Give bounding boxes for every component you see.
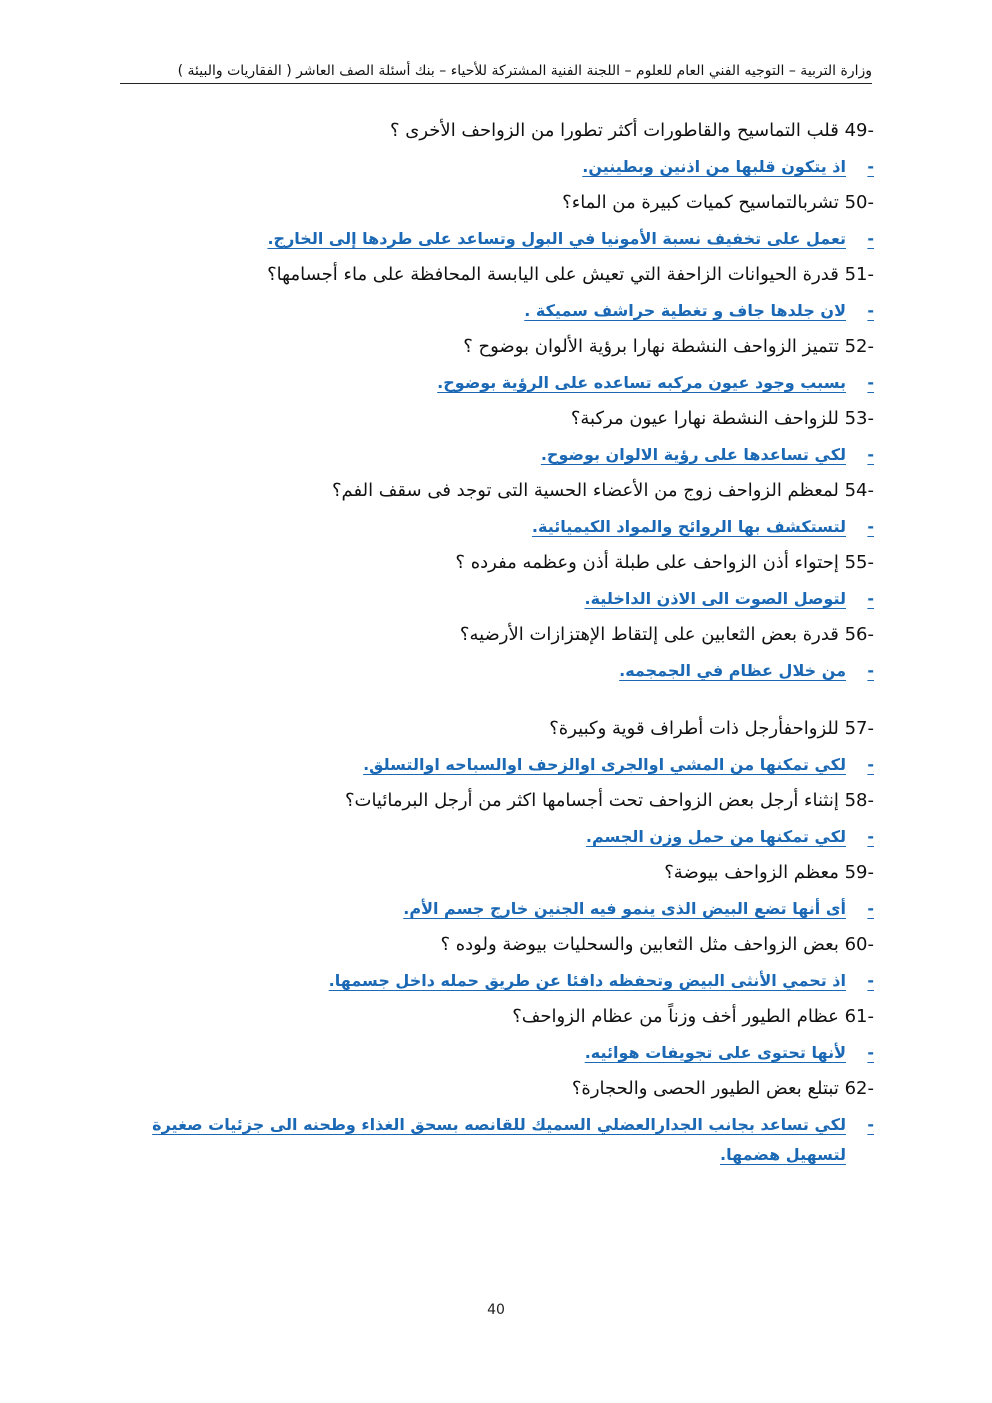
answer-57	[114, 747, 874, 783]
question-text: قدرة بعض الثعابين على إلتقاط الإهتزازات الأرضيه؟	[459, 624, 845, 645]
qa-list	[114, 113, 874, 1170]
question-57	[114, 711, 874, 747]
question-number: 60-	[844, 934, 874, 955]
question-text: إنثناء أرجل بعض الزواحف تحت أجسامها اكثر من أرجل البرمائيات؟	[344, 790, 845, 811]
answer-59	[114, 891, 874, 927]
answer-58	[114, 819, 874, 855]
question-53	[114, 401, 874, 437]
question-number: 58-	[844, 790, 874, 811]
question-text: إحتواء أذن الزواحف على طبلة أذن وعظمه مفرده ؟	[455, 552, 845, 573]
answer-text: لتستكشف بها الروائح والمواد الكيميائية.	[531, 517, 846, 536]
question-62	[114, 1071, 874, 1107]
answer-text: تعمل على تخفيف نسبة الأمونيا في البول وتساعد على طردها إلى الخارج.	[267, 229, 846, 248]
question-text: تشربالتماسيح كميات كبيرة من الماء؟	[562, 192, 845, 213]
question-50	[114, 185, 874, 221]
question-58	[114, 783, 874, 819]
answer-61	[114, 1035, 874, 1071]
answer-text: لكي تمكنها من حمل وزن الجسم.	[585, 827, 846, 846]
question-number: 53-	[844, 408, 874, 429]
answer-60	[114, 963, 874, 999]
question-text: قلب التماسيح والقاطورات أكثر تطورا من الزواحف الأخرى ؟	[390, 120, 845, 141]
answer-text: من خلال عظام في الجمجمه.	[619, 661, 846, 680]
bullet-dash: -	[867, 157, 874, 176]
bullet-dash: -	[867, 517, 874, 536]
answer-51	[114, 293, 874, 329]
question-59	[114, 855, 874, 891]
question-number: 56-	[844, 624, 874, 645]
question-text: للزواحف النشطة نهارا عيون مركبة؟	[570, 408, 845, 429]
answer-text: لكي تساعد بجانب الجدارالعضلي السميك للقانصه بسحق الغذاء وطحنه الى جزئيات صغيرة لتسهيل هضمها.	[152, 1115, 846, 1164]
answer-53	[114, 437, 874, 473]
question-number: 55-	[844, 552, 874, 573]
question-text: قدرة الحيوانات الزاحفة التي تعيش على اليابسة المحافظة على ماء أجسامها؟	[267, 264, 845, 285]
question-number: 50-	[844, 192, 874, 213]
question-number: 49-	[844, 120, 874, 141]
answer-50	[114, 221, 874, 257]
question-text: للزواحفأرجل ذات أطراف قوية وكبيرة؟	[549, 718, 845, 739]
answer-text: بسبب وجود عيون مركبه تساعده على الرؤية بوضوح.	[437, 373, 846, 392]
answer-49	[114, 149, 874, 185]
header-divider	[120, 83, 872, 84]
bullet-dash: -	[867, 1115, 874, 1134]
question-55	[114, 545, 874, 581]
question-number: 59-	[844, 862, 874, 883]
question-60	[114, 927, 874, 963]
question-text: عظام الطيور أخف وزناً من عظام الزواحف؟	[512, 1006, 845, 1027]
question-text: تبتلع بعض الطيور الحصى والحجارة؟	[571, 1078, 845, 1099]
answer-text: لكي تساعدها على رؤية الالوان بوضوح.	[540, 445, 846, 464]
question-number: 51-	[844, 264, 874, 285]
bullet-dash: -	[867, 661, 874, 680]
bullet-dash: -	[867, 755, 874, 774]
question-text: بعض الزواحف مثل الثعابين والسحليات بيوضة ولوده ؟	[440, 934, 845, 955]
blank-line	[114, 689, 874, 711]
question-51	[114, 257, 874, 293]
answer-text: لكي تمكنها من المشي اوالجرى اوالزحف اوالسباحه اوالتسلق.	[363, 755, 846, 774]
question-number: 54-	[844, 480, 874, 501]
answer-56	[114, 653, 874, 689]
question-54	[114, 473, 874, 509]
bullet-dash: -	[867, 445, 874, 464]
answer-text: أى أنها تضع البيض الذى ينمو فيه الجنين خارج جسم الأم.	[403, 899, 846, 918]
question-56	[114, 617, 874, 653]
bullet-dash: -	[867, 229, 874, 248]
answer-62	[114, 1107, 874, 1170]
answer-text: لتوصل الصوت الى الاذن الداخلية.	[584, 589, 846, 608]
bullet-dash: -	[867, 827, 874, 846]
question-number: 57-	[844, 718, 874, 739]
question-text: معظم الزواحف بيوضة؟	[664, 862, 845, 883]
answer-text: اذ تحمي الأنثى البيض وتحفظه دافئا عن طريق حمله داخل جسمها.	[328, 971, 846, 990]
bullet-dash: -	[867, 589, 874, 608]
bullet-dash: -	[867, 971, 874, 990]
question-49	[114, 113, 874, 149]
question-52	[114, 329, 874, 365]
bullet-dash: -	[867, 301, 874, 320]
answer-text: لأنها تحتوى على تجويفات هوائيه.	[584, 1043, 846, 1062]
question-number: 62-	[844, 1078, 874, 1099]
question-text: لمعظم الزواحف زوج من الأعضاء الحسية التى توجد فى سقف الفم؟	[331, 480, 845, 501]
bullet-dash: -	[867, 373, 874, 392]
question-61	[114, 999, 874, 1035]
bullet-dash: -	[867, 899, 874, 918]
question-number: 61-	[844, 1006, 874, 1027]
question-text: تتميز الزواحف النشطة نهارا برؤية الألوان بوضوح ؟	[463, 336, 845, 357]
answer-text: اذ يتكون قلبها من اذنين وبطينين.	[582, 157, 846, 176]
answer-55	[114, 581, 874, 617]
bullet-dash: -	[867, 1043, 874, 1062]
question-number: 52-	[844, 336, 874, 357]
answer-text: لان جلدها جاف و تغطية حراشف سميكة .	[524, 301, 846, 320]
page-number: 40	[487, 1302, 505, 1318]
answer-54	[114, 509, 874, 545]
page-header: وزارة التربية – التوجيه الفني العام للعلوم – اللجنة الفنية المشتركة للأحياء – بنك أسئلة الصف العاشر ( الفقاريات والبيئة )	[177, 63, 872, 79]
answer-52	[114, 365, 874, 401]
